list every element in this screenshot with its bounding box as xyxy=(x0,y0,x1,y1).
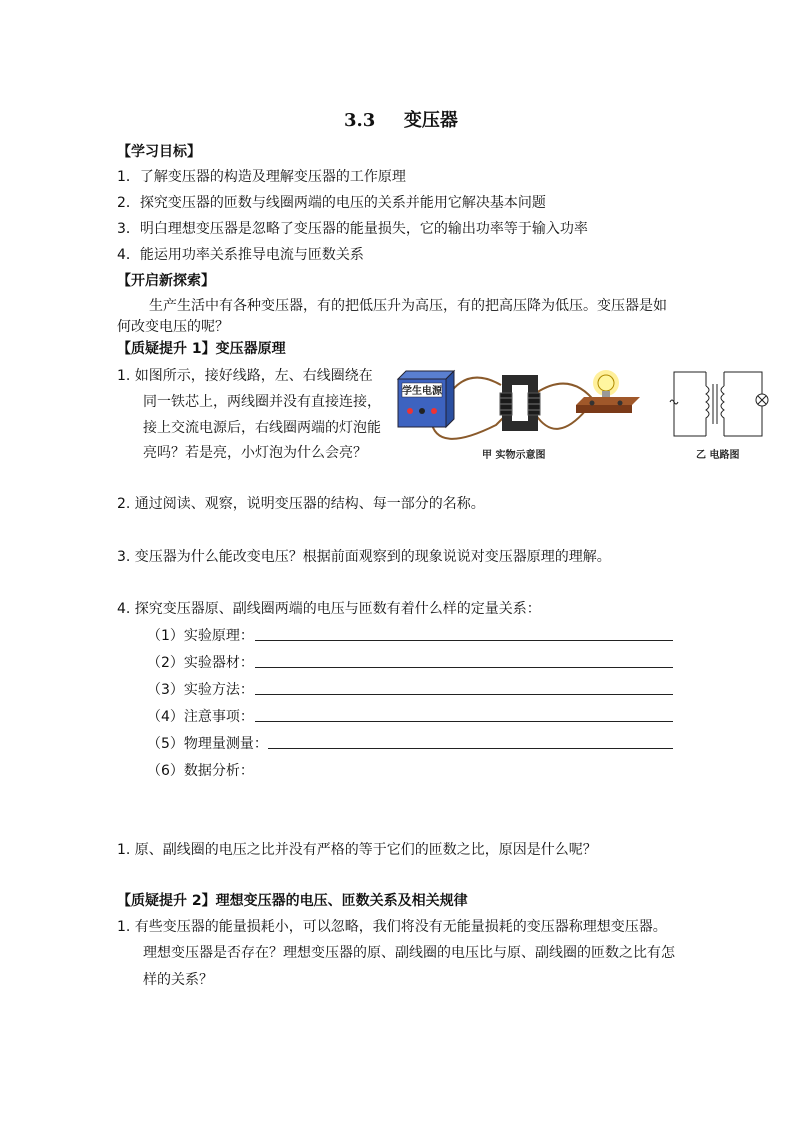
title-text: 变压器 xyxy=(403,110,458,131)
power-supply-label: 学生电源 xyxy=(402,386,442,397)
question-5: 1. 原、副线圈的电压之比并没有严格的等于它们的匝数之比，原因是什么呢？ xyxy=(117,842,597,858)
section2-q1-line: 理想变压器是否存在？理想变压器的原、副线圈的电压比与原、副线圈的匝数之比有怎 xyxy=(143,945,675,961)
transformer-core-icon xyxy=(500,375,540,431)
precautions-label: （4）注意事项： xyxy=(147,709,254,725)
explore-line: 何改变电压的呢？ xyxy=(117,319,229,335)
answer-line xyxy=(255,694,673,695)
measurement-label: （5）物理量测量： xyxy=(147,736,268,752)
section1-heading: 【质疑提升 1】变压器原理 xyxy=(117,341,286,357)
question-4: 4. 探究变压器原、副线圈两端的电压与匝数有着什么样的定量关系： xyxy=(117,601,541,617)
goal-item: 1．了解变压器的构造及理解变压器的工作原理 xyxy=(117,169,406,185)
section2-q1-line: 1. 有些变压器的能量损耗小，可以忽略，我们将没有无能量损耗的变压器称理想变压器。 xyxy=(117,919,667,935)
section2-heading: 【质疑提升 2】理想变压器的电压、匝数关系及相关规律 xyxy=(117,893,468,909)
explore-heading: 【开启新探索】 xyxy=(117,273,215,289)
answer-line xyxy=(255,667,673,668)
question-3: 3. 变压器为什么能改变电压？根据前面观察到的现象说说对变压器原理的理解。 xyxy=(117,549,611,565)
q1-line: 接上交流电源后，右线圈两端的灯泡能 xyxy=(143,420,381,436)
explore-line: 生产生活中有各种变压器，有的把低压升为高压，有的把高压降为低压。变压器是如 xyxy=(149,298,667,314)
experiment-method-label: （3）实验方法： xyxy=(147,682,254,698)
goal-item: 3．明白理想变压器是忽略了变压器的能量损失，它的输出功率等于输入功率 xyxy=(117,221,588,237)
answer-line xyxy=(255,640,673,641)
goals-heading: 【学习目标】 xyxy=(117,144,201,160)
circuit-diagram-figure xyxy=(668,364,772,444)
question-2: 2. 通过阅读、观察，说明变压器的结构、每一部分的名称。 xyxy=(117,496,485,512)
experiment-materials-label: （2）实验器材： xyxy=(147,655,254,671)
goal-item: 4．能运用功率关系推导电流与匝数关系 xyxy=(117,247,364,263)
goal-item: 2．探究变压器的匝数与线圈两端的电压的关系并能用它解决基本问题 xyxy=(117,195,546,211)
experiment-principle-label: （1）实验原理： xyxy=(147,628,254,644)
page-title xyxy=(344,106,458,132)
answer-line xyxy=(268,748,673,749)
power-supply-icon xyxy=(398,371,454,427)
data-analysis-label: （6）数据分析： xyxy=(147,763,254,779)
q1-line: 同一铁芯上，两线圈并没有直接连接， xyxy=(143,394,381,410)
figure-caption-right: 乙 电路图 xyxy=(696,450,740,461)
section2-q1-line: 样的关系？ xyxy=(143,972,213,988)
q1-line: 亮吗？若是亮，小灯泡为什么会亮？ xyxy=(143,445,367,461)
q1-line: 1. 如图所示，接好线路，左、右线圈绕在 xyxy=(117,368,373,384)
figure-caption-left: 甲 实物示意图 xyxy=(482,450,546,461)
title-number: 3.3 xyxy=(344,110,376,131)
answer-line xyxy=(255,721,673,722)
